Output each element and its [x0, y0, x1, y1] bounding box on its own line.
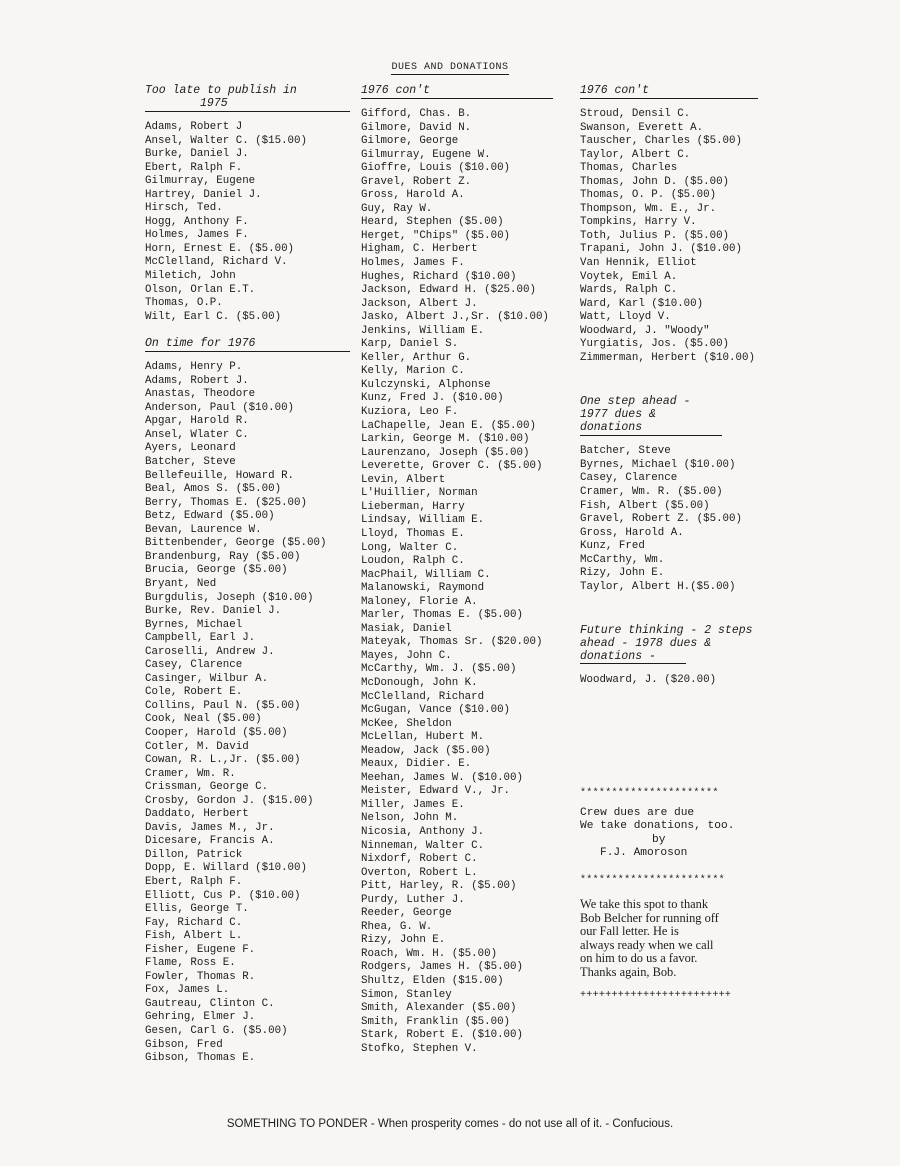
list-item: Rodgers, James H. ($5.00) — [361, 961, 523, 974]
list-item: Adams, Henry P. — [145, 361, 243, 374]
list-item: Pitt, Harley, R. ($5.00) — [361, 880, 517, 893]
list-item: Ward, Karl ($10.00) — [580, 297, 704, 310]
list-item: Maloney, Florie A. — [361, 595, 478, 608]
list-item: Watt, Lloyd V. — [580, 311, 671, 324]
list-item: Kulczynski, Alphonse — [361, 378, 491, 391]
column-2 — [361, 84, 573, 1056]
list-item: Bellefeuille, Howard R. — [145, 469, 295, 482]
list-item: Smith, Franklin ($5.00) — [361, 1015, 511, 1028]
list-item: Thomas, O. P. ($5.00) — [580, 189, 717, 202]
heading-1977: One step ahead - 1977 dues & donations — [580, 395, 722, 436]
list-item: Bittenbender, George ($5.00) — [145, 537, 327, 550]
list-item: Fowler, Thomas R. — [145, 970, 256, 983]
list-item: McCarthy, Wm. — [580, 553, 665, 566]
list-item: Kuziora, Leo F. — [361, 406, 459, 419]
list-item: Fisher, Eugene F. — [145, 943, 256, 956]
list-item: Batcher, Steve — [145, 456, 236, 469]
list-item: Cook, Neal ($5.00) — [145, 713, 262, 726]
list-item: Overton, Robert L. — [361, 866, 478, 879]
list-item: Yurgiatis, Jos. ($5.00) — [580, 338, 730, 351]
list-item: Nixdorf, Robert C. — [361, 853, 478, 866]
list-item: Malanowski, Raymond — [361, 582, 485, 595]
list-item: Horn, Ernest E. ($5.00) — [145, 242, 295, 255]
list-item: Miletich, John — [145, 270, 236, 283]
list-item: McKee, Sheldon — [361, 717, 452, 730]
list-item: McCarthy, Wm. J. ($5.00) — [361, 663, 517, 676]
list-item: Zimmerman, Herbert ($10.00) — [580, 351, 755, 364]
list-item: Gilmore, David N. — [361, 121, 472, 134]
list-item: Purdy, Luther J. — [361, 893, 465, 906]
list-item: Daddato, Herbert — [145, 808, 249, 821]
list-item: Stroud, Densil C. — [580, 108, 691, 120]
list-item: Wilt, Earl C. ($5.00) — [145, 310, 282, 323]
list-item: Batcher, Steve — [580, 445, 671, 458]
list-item: Thomas, O.P. — [145, 297, 223, 310]
list-item: Long, Walter C. — [361, 541, 459, 554]
list-item: Keller, Arthur G. — [361, 351, 472, 364]
list-item: Guy, Ray W. — [361, 202, 433, 215]
list-item: McLellan, Hubert M. — [361, 731, 485, 744]
list-item: Burke, Rev. Daniel J. — [145, 605, 282, 618]
list-item: Gehring, Elmer J. — [145, 1011, 256, 1024]
list-item: Ebert, Ralph F. — [145, 161, 243, 174]
list-item: Taylor, Albert H.($5.00) — [580, 580, 736, 593]
list-item: Tauscher, Charles ($5.00) — [580, 135, 742, 148]
on-time-list — [145, 361, 350, 1065]
column-3 — [580, 84, 780, 1001]
list-1978 — [580, 674, 780, 688]
list-item: Bryant, Ned — [145, 577, 217, 590]
list-item: Trapani, John J. ($10.00) — [580, 243, 742, 256]
list-item: Gesen, Carl G. ($5.00) — [145, 1025, 288, 1037]
list-item: Dillon, Patrick — [145, 848, 243, 861]
list-item: Casey, Clarence — [145, 659, 243, 672]
list-item: Flame, Ross E. — [145, 957, 236, 970]
list-item: Berry, Thomas E. ($25.00) — [145, 496, 307, 509]
list-item: Jackson, Albert J. — [361, 297, 478, 310]
thanks-line: Bob Belcher for running off — [580, 910, 719, 925]
list-item: Meehan, James W. ($10.00) — [361, 771, 523, 784]
heading-1978: Future thinking - 2 steps ahead - 1978 dues & donations - — [580, 624, 753, 664]
heading-too-late: Too late to publish in 1975 — [145, 84, 350, 112]
list-item: Gravel, Robert Z. — [361, 175, 472, 188]
list-item: Gifford, Chas. B. — [361, 108, 472, 120]
list-item: Casey, Clarence — [580, 472, 678, 485]
list-item: Cowan, R. L.,Jr. ($5.00) — [145, 754, 301, 767]
list-item: Ellis, George T. — [145, 903, 249, 916]
list-item: Dicesare, Francis A. — [145, 835, 275, 848]
thanks-line: always ready when we call — [580, 937, 714, 952]
heading-1976-cont: 1976 con't — [361, 84, 553, 99]
list-item: Leverette, Grover C. ($5.00) — [361, 460, 543, 473]
list-item: Campbell, Earl J. — [145, 632, 256, 645]
list-item: Holmes, James F. — [361, 257, 465, 270]
list-item: Jasko, Albert J.,Sr. ($10.00) — [361, 311, 549, 324]
list-item: Gibson, Fred — [145, 1038, 223, 1051]
list-item: Adams, Robert J — [145, 121, 243, 133]
list-1977 — [580, 445, 780, 594]
heading-on-time: On time for 1976 — [145, 337, 350, 352]
list-item: Olson, Orlan E.T. — [145, 283, 256, 296]
list-item: Fish, Albert ($5.00) — [580, 499, 710, 512]
list-item: Larkin, George M. ($10.00) — [361, 433, 530, 446]
list-1976-cont-b — [580, 108, 780, 365]
list-item: Anderson, Paul ($10.00) — [145, 401, 295, 414]
list-item: Hartrey, Daniel J. — [145, 188, 262, 201]
list-item: Kunz, Fred — [580, 540, 645, 553]
list-item: Cramer, Wm. R. ($5.00) — [580, 486, 723, 499]
list-item: Rizy, John E. — [580, 567, 665, 580]
list-item: Loudon, Ralph C. — [361, 555, 465, 568]
list-item: Betz, Edward ($5.00) — [145, 510, 275, 523]
list-item: Levin, Albert — [361, 473, 446, 486]
list-item: Shultz, Elden ($15.00) — [361, 975, 504, 987]
list-item: Adams, Robert J. — [145, 374, 249, 387]
list-item: Gilmurray, Eugene W. — [361, 148, 491, 161]
list-1976-cont-a — [361, 108, 573, 1056]
list-item: Gilmore, George — [361, 135, 459, 148]
list-item: Ninneman, Walter C. — [361, 839, 485, 852]
list-item: Meadow, Jack ($5.00) — [361, 744, 491, 757]
list-item: Anastas, Theodore — [145, 388, 256, 401]
list-item: McGugan, Vance ($10.00) — [361, 704, 511, 717]
list-item: Nicosia, Anthony J. — [361, 825, 485, 838]
list-item: Reeder, George — [361, 907, 452, 920]
list-item: Fox, James L. — [145, 984, 230, 997]
list-item: Fish, Albert L. — [145, 930, 243, 943]
list-item: LaChapelle, Jean E. ($5.00) — [361, 419, 536, 432]
list-item: L'Huillier, Norman — [361, 487, 478, 500]
list-item: Meister, Edward V., Jr. — [361, 785, 511, 798]
stars-divider: ********************** — [580, 787, 719, 799]
list-item: Marler, Thomas E. ($5.00) — [361, 609, 523, 622]
list-item: Cotler, M. David — [145, 740, 249, 753]
list-item: Stark, Robert E. ($10.00) — [361, 1029, 523, 1042]
list-item: Ebert, Ralph F. — [145, 875, 243, 888]
list-item: Jenkins, William E. — [361, 324, 485, 337]
list-item: Gross, Harold A. — [580, 526, 684, 539]
plus-divider: ++++++++++++++++++++++++ — [580, 989, 732, 1001]
list-item: Masiak, Daniel — [361, 622, 452, 635]
list-item: Holmes, James F. — [145, 229, 249, 242]
column-1 — [145, 84, 350, 1066]
list-item: Bevan, Laurence W. — [145, 523, 262, 536]
list-item: Gibson, Thomas E. — [145, 1052, 256, 1065]
list-item: Simon, Stanley — [361, 988, 452, 1001]
list-item: Heard, Stephen ($5.00) — [361, 216, 504, 229]
list-item: Ansel, Walter C. ($15.00) — [145, 134, 307, 147]
heading-1976-cont-b: 1976 con't — [580, 84, 758, 99]
list-item: Davis, James M., Jr. — [145, 821, 275, 834]
list-item: Mateyak, Thomas Sr. ($20.00) — [361, 636, 543, 649]
list-item: Kunz, Fred J. ($10.00) — [361, 392, 504, 405]
list-item: Miller, James E. — [361, 798, 465, 811]
list-item: Cooper, Harold ($5.00) — [145, 726, 288, 739]
list-item: McClelland, Richard V. — [145, 256, 288, 269]
list-item: Smith, Alexander ($5.00) — [361, 1002, 517, 1015]
list-item: Hughes, Richard ($10.00) — [361, 270, 517, 283]
list-item: Collins, Paul N. ($5.00) — [145, 699, 301, 712]
list-item: Swanson, Everett A. — [580, 121, 704, 134]
list-item: Stofko, Stephen V. — [361, 1042, 478, 1055]
list-item: Casinger, Wilbur A. — [145, 672, 269, 685]
list-item: Rhea, G. W. — [361, 920, 433, 933]
list-item: Cole, Robert E. — [145, 686, 243, 699]
thanks-line: We take this spot to thank — [580, 896, 709, 911]
list-item: Jackson, Edward H. ($25.00) — [361, 284, 536, 297]
list-item: Crissman, George C. — [145, 781, 269, 794]
list-item: Gravel, Robert Z. ($5.00) — [580, 513, 742, 526]
list-item: Hogg, Anthony F. — [145, 215, 249, 228]
list-item: Caroselli, Andrew J. — [145, 645, 275, 658]
list-item: Beal, Amos S. ($5.00) — [145, 483, 282, 496]
stars-divider-2: *********************** — [580, 874, 725, 886]
list-item: McDonough, John K. — [361, 676, 478, 689]
thanks-note — [580, 898, 780, 980]
list-item: Laurenzano, Joseph ($5.00) — [361, 446, 530, 459]
list-item: Dopp, E. Willard ($10.00) — [145, 862, 307, 875]
list-item: Burke, Daniel J. — [145, 148, 249, 161]
list-item: Meaux, Didier. E. — [361, 758, 472, 771]
list-item: Ayers, Leonard — [145, 442, 236, 455]
list-item: Tompkins, Harry V. — [580, 216, 697, 229]
list-item: Thomas, John D. ($5.00) — [580, 175, 730, 188]
list-item: Fay, Richard C. — [145, 916, 243, 929]
late-list — [145, 121, 350, 324]
list-item: Gilmurray, Eugene — [145, 175, 256, 188]
list-item: McClelland, Richard — [361, 690, 485, 703]
list-item: Gross, Harold A. — [361, 189, 465, 202]
list-item: Thomas, Charles — [580, 162, 678, 175]
list-item: Elliott, Cus P. ($10.00) — [145, 889, 301, 902]
crew-dues-note: Crew dues are due We take donations, too. by F.J. Amoroson — [580, 806, 735, 860]
thanks-line: Thanks again, Bob. — [580, 964, 677, 979]
list-item: Kelly, Marion C. — [361, 365, 465, 378]
list-item: Woodward, J. ($20.00) — [580, 674, 717, 687]
list-item: Higham, C. Herbert — [361, 243, 478, 256]
list-item: Toth, Julius P. ($5.00) — [580, 229, 730, 242]
list-item: Thompson, Wm. E., Jr. — [580, 202, 717, 215]
list-item: Woodward, J. "Woody" — [580, 324, 710, 337]
list-item: Taylor, Albert C. — [580, 148, 691, 161]
list-item: Herget, "Chips" ($5.00) — [361, 229, 511, 242]
list-item: Hirsch, Ted. — [145, 202, 223, 215]
list-item: Lindsay, William E. — [361, 514, 485, 527]
list-item: Nelson, John M. — [361, 812, 459, 825]
list-item: Mayes, John C. — [361, 649, 452, 662]
list-item: Brandenburg, Ray ($5.00) — [145, 550, 301, 563]
list-item: Byrnes, Michael ($10.00) — [580, 458, 736, 471]
list-item: Cramer, Wm. R. — [145, 767, 236, 780]
list-item: Karp, Daniel S. — [361, 338, 459, 351]
list-item: Apgar, Harold R. — [145, 415, 249, 428]
page-title: DUES AND DONATIONS — [391, 62, 509, 73]
list-item: Wards, Ralph C. — [580, 284, 678, 297]
footer-quote: SOMETHING TO PONDER - When prosperity comes - do not use all of it. - Confucious. — [226, 1118, 674, 1130]
list-item: Ansel, Wlater C. — [145, 428, 249, 441]
list-item: Gautreau, Clinton C. — [145, 997, 275, 1010]
list-item: Crosby, Gordon J. ($15.00) — [145, 794, 314, 807]
thanks-line: our Fall letter. He is — [580, 924, 679, 939]
list-item: Lloyd, Thomas E. — [361, 527, 465, 540]
list-item: Byrnes, Michael — [145, 618, 243, 631]
list-item: Roach, Wm. H. ($5.00) — [361, 947, 498, 960]
list-item: Rizy, John E. — [361, 934, 446, 947]
list-item: Gioffre, Louis ($10.00) — [361, 162, 511, 175]
list-item: Van Hennik, Elliot — [580, 257, 697, 270]
list-item: MacPhail, William C. — [361, 568, 491, 581]
list-item: Voytek, Emil A. — [580, 270, 678, 283]
thanks-line: on him to do us a favor. — [580, 951, 698, 966]
list-item: Brucia, George ($5.00) — [145, 564, 288, 577]
list-item: Lieberman, Harry — [361, 500, 465, 513]
list-item: Burgdulis, Joseph ($10.00) — [145, 591, 314, 604]
